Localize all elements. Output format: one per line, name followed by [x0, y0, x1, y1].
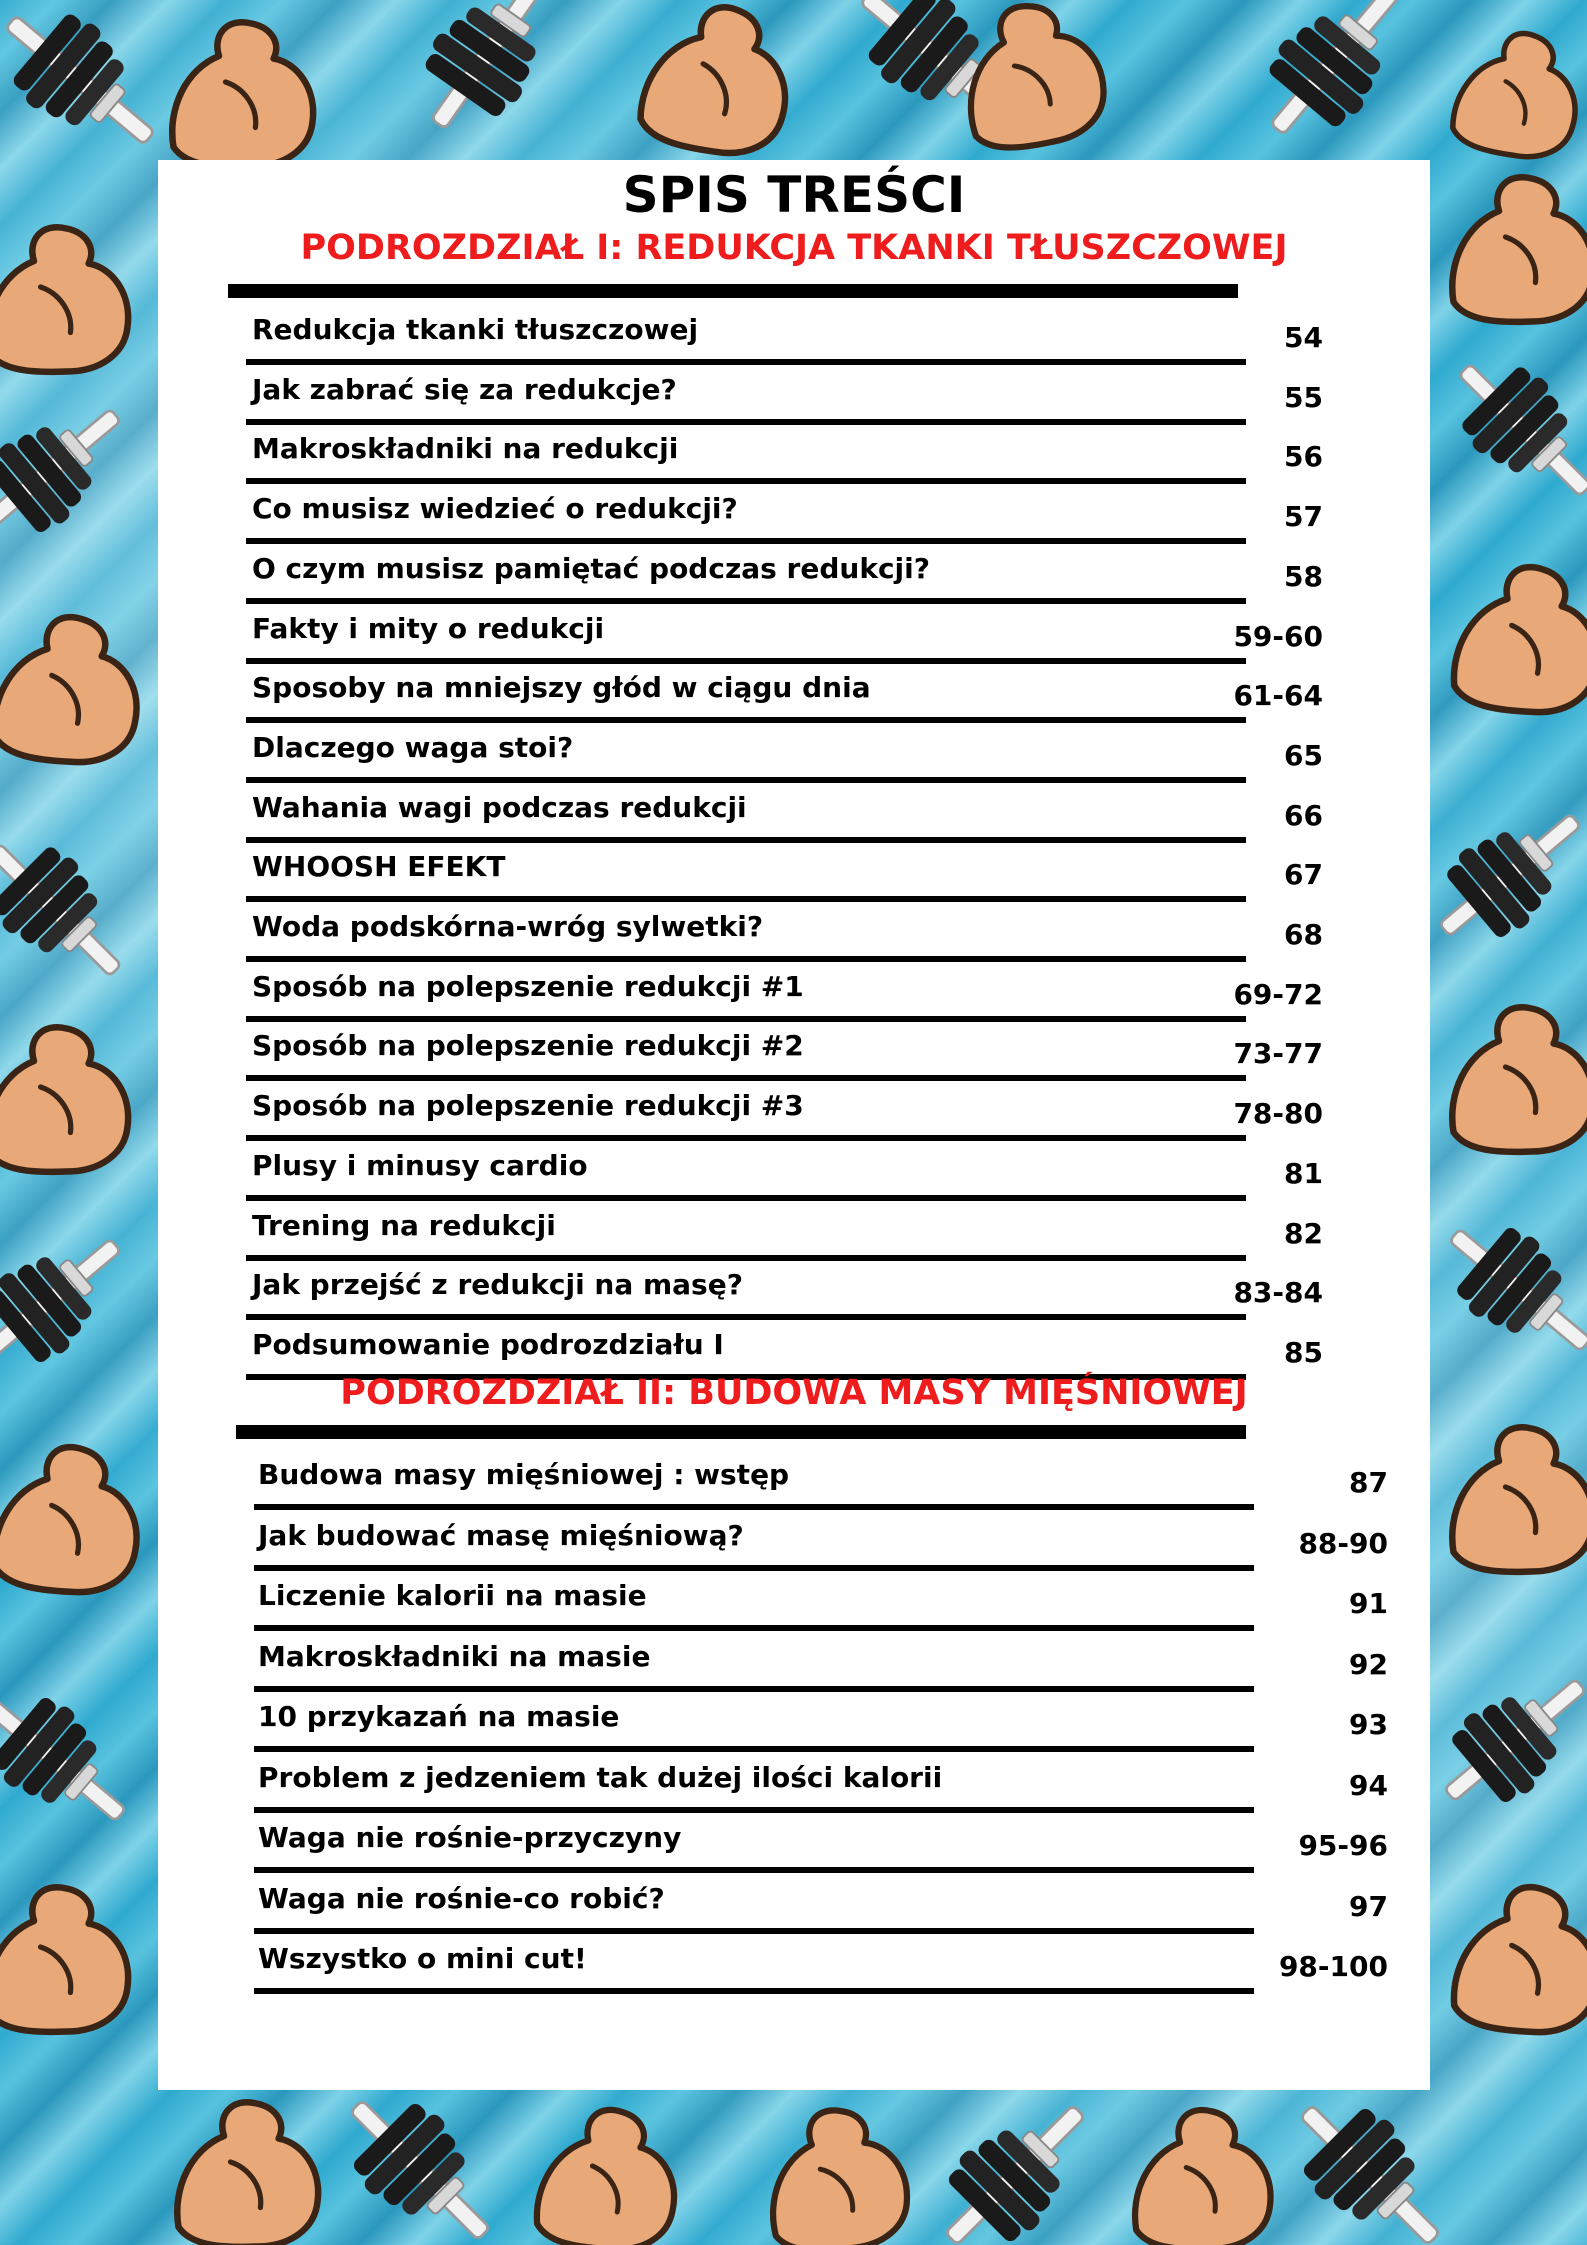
toc-entry[interactable]: [158, 910, 1430, 966]
toc-entry[interactable]: [158, 373, 1430, 429]
table-of-contents-panel: [158, 160, 1430, 2090]
toc-entry-title: Jak przejść z redukcji na masę?: [252, 1268, 743, 1302]
toc-entry-underline: [246, 1195, 1246, 1201]
flexed-biceps-icon: [1452, 1007, 1587, 1152]
toc-entry[interactable]: [158, 1519, 1430, 1575]
toc-entry-title: Jak budować masę mięśniową?: [258, 1518, 744, 1552]
flexed-biceps-icon: [1452, 177, 1587, 322]
toc-entry-page-number: 56: [1284, 440, 1323, 474]
dumbbell-icon: [1413, 783, 1587, 967]
toc-entry-title: Wahania wagi podczas redukcji: [252, 790, 747, 824]
toc-entry-underline: [254, 1746, 1254, 1752]
flexed-biceps-icon: [1452, 1427, 1587, 1572]
dumbbell-icon: [0, 815, 150, 1005]
toc-entry[interactable]: [158, 492, 1430, 548]
toc-entry-title: Co musisz wiedzieć o redukcji?: [252, 492, 738, 526]
toc-entry[interactable]: [158, 791, 1430, 847]
toc-entry-page-number: 87: [1349, 1466, 1388, 1499]
flexed-biceps-icon: [0, 1887, 128, 2032]
toc-entry[interactable]: [158, 731, 1430, 787]
toc-entry-page-number: 93: [1349, 1708, 1388, 1741]
flexed-biceps-icon: [636, 0, 800, 163]
toc-entry-underline: [246, 717, 1246, 723]
toc-entry-underline: [254, 1565, 1254, 1571]
dumbbell-icon: [1418, 1648, 1587, 1832]
flexed-biceps-icon: [534, 2104, 681, 2245]
section-heading: PODROZDZIAŁ I: REDUKCJA TKANKI TŁUSZCZOWEJ: [300, 228, 1288, 268]
dumbbell-icon: [1430, 335, 1587, 525]
toc-entry[interactable]: [158, 1089, 1430, 1145]
toc-entry[interactable]: [158, 1942, 1430, 1998]
toc-entry-title: Podsumowanie podrozdziału I: [252, 1327, 724, 1361]
toc-entry-underline: [246, 359, 1246, 365]
dumbbell-icon: [1238, 0, 1433, 162]
toc-entry-title: Wszystko o mini cut!: [258, 1942, 587, 1975]
toc-entry[interactable]: [158, 1458, 1430, 1514]
flexed-biceps-icon: [0, 1441, 144, 1597]
toc-entry-underline: [254, 1867, 1254, 1873]
toc-entry-page-number: 65: [1284, 738, 1323, 772]
toc-entry[interactable]: [158, 612, 1430, 668]
toc-entry-underline: [254, 1625, 1254, 1631]
flexed-biceps-icon: [1451, 561, 1587, 717]
toc-entry-underline: [246, 1314, 1246, 1320]
flexed-biceps-icon: [0, 1027, 128, 1172]
toc-entry-underline: [254, 1928, 1254, 1934]
toc-entry[interactable]: [158, 850, 1430, 906]
toc-entry-page-number: 94: [1349, 1768, 1388, 1802]
toc-entry-underline: [246, 1135, 1246, 1141]
toc-entry-underline: [246, 837, 1246, 843]
toc-entry-title: 10 przykazań na masie: [258, 1700, 620, 1733]
toc-entry-title: Fakty i mity o redukcji: [252, 611, 605, 645]
toc-entry-underline: [246, 478, 1246, 484]
toc-entry-page-number: 67: [1284, 858, 1323, 892]
dumbbell-icon: [0, 1208, 147, 1392]
dumbbell-icon: [915, 2075, 1115, 2245]
section-divider: [236, 1425, 1246, 1439]
toc-entry-underline: [246, 1016, 1246, 1022]
dumbbell-icon: [0, 1668, 152, 1852]
toc-entry-underline: [246, 1255, 1246, 1261]
toc-entry-title: Redukcja tkanki tłuszczowej: [252, 313, 699, 346]
toc-entry-title: Dlaczego waga stoi?: [252, 730, 574, 764]
toc-entry-page-number: 97: [1349, 1889, 1388, 1923]
toc-entry-underline: [254, 1807, 1254, 1813]
toc-entry-underline: [254, 1988, 1254, 1994]
flexed-biceps-icon: [764, 2105, 911, 2245]
flexed-biceps-icon: [0, 227, 128, 372]
toc-entry-title: Waga nie rośnie-co robić?: [258, 1881, 665, 1915]
toc-entry[interactable]: [158, 313, 1430, 369]
toc-entry-page-number: 68: [1284, 918, 1323, 951]
dumbbell-icon: [320, 2070, 520, 2245]
toc-entry[interactable]: [158, 1149, 1430, 1205]
flexed-biceps-icon: [1135, 2110, 1270, 2245]
toc-entry-title: Sposób na polepszenie redukcji #2: [252, 1029, 804, 1063]
toc-entry-title: Jak zabrać się za redukcje?: [252, 372, 677, 406]
toc-entry-page-number: 54: [1284, 321, 1323, 354]
toc-entry-title: Sposób na polepszenie redukcji #1: [252, 969, 804, 1003]
toc-entry-page-number: 58: [1284, 559, 1323, 593]
page-title: SPIS TREŚCI: [622, 166, 966, 224]
toc-entry-page-number: 82: [1284, 1216, 1323, 1250]
toc-entry[interactable]: [158, 1579, 1430, 1635]
flexed-biceps-icon: [1449, 24, 1587, 165]
toc-entry-underline: [254, 1504, 1254, 1510]
toc-entry-underline: [246, 538, 1246, 544]
toc-entry-page-number: 85: [1284, 1335, 1323, 1369]
toc-entry-title: Liczenie kalorii na masie: [258, 1579, 647, 1612]
toc-entry-page-number: 88-90: [1298, 1526, 1388, 1560]
dumbbell-icon: [0, 0, 182, 177]
toc-entry[interactable]: [158, 1882, 1430, 1938]
toc-entry[interactable]: [158, 552, 1430, 608]
flexed-biceps-icon: [0, 611, 144, 767]
toc-entry-page-number: 81: [1284, 1156, 1323, 1190]
toc-entry-page-number: 55: [1284, 380, 1323, 414]
toc-entry-page-number: 73-77: [1233, 1037, 1323, 1071]
toc-entry[interactable]: [158, 1700, 1430, 1756]
toc-entry-page-number: 98-100: [1278, 1950, 1388, 1983]
section-divider: [228, 284, 1238, 298]
toc-entry-page-number: 57: [1284, 500, 1323, 534]
toc-entry-page-number: 78-80: [1233, 1097, 1323, 1131]
toc-entry-underline: [246, 598, 1246, 604]
toc-entry[interactable]: [158, 970, 1430, 1026]
toc-entry-page-number: 83-84: [1233, 1276, 1323, 1310]
toc-entry-underline: [254, 1686, 1254, 1692]
toc-entry[interactable]: [158, 1821, 1430, 1877]
toc-entry-title: Problem z jedzeniem tak dużej ilości kalorii: [258, 1760, 943, 1794]
toc-entry-title: Woda podskórna-wróg sylwetki?: [252, 910, 764, 943]
flexed-biceps-icon: [172, 22, 313, 167]
toc-entry-page-number: 69-72: [1233, 977, 1323, 1011]
toc-entry-title: Makroskładniki na masie: [258, 1639, 651, 1673]
toc-entry-title: Sposób na polepszenie redukcji #3: [252, 1089, 804, 1123]
toc-entry-underline: [246, 658, 1246, 664]
toc-entry-title: Makroskładniki na redukcji: [252, 432, 679, 466]
toc-entry[interactable]: [158, 1761, 1430, 1817]
section-heading: PODROZDZIAŁ II: BUDOWA MASY MIĘŚNIOWEJ: [340, 1373, 1248, 1413]
toc-entry[interactable]: [158, 671, 1430, 727]
toc-entry-page-number: 59-60: [1233, 619, 1323, 653]
dumbbell-icon: [0, 378, 147, 562]
toc-entry-page-number: 66: [1284, 798, 1323, 832]
toc-entry[interactable]: [158, 1268, 1430, 1324]
toc-entry-title: WHOOSH EFEKT: [252, 850, 506, 884]
toc-entry-page-number: 61-64: [1233, 679, 1323, 713]
dumbbell-icon: [1423, 1198, 1587, 1382]
toc-entry-page-number: 92: [1349, 1647, 1388, 1681]
toc-entry-page-number: 91: [1349, 1587, 1388, 1620]
dumbbell-icon: [396, 0, 584, 153]
toc-entry-title: Sposoby na mniejszy głód w ciągu dnia: [252, 671, 871, 705]
toc-entry-underline: [246, 896, 1246, 902]
toc-entry-title: O czym musisz pamiętać podczas redukcji?: [252, 551, 930, 585]
toc-entry[interactable]: [158, 1640, 1430, 1696]
flexed-biceps-icon: [177, 2102, 318, 2245]
toc-entry-title: Plusy i minusy cardio: [252, 1148, 588, 1182]
toc-entry-underline: [246, 1075, 1246, 1081]
toc-entry-title: Trening na redukcji: [252, 1208, 556, 1242]
toc-entry[interactable]: [158, 1209, 1430, 1265]
dumbbell-icon: [1270, 2075, 1470, 2245]
toc-entry[interactable]: [158, 432, 1430, 488]
toc-entry-page-number: 95-96: [1298, 1829, 1388, 1862]
toc-entry-underline: [246, 777, 1246, 783]
toc-entry[interactable]: [158, 1029, 1430, 1085]
toc-entry-underline: [246, 419, 1246, 425]
toc-entry-underline: [246, 956, 1246, 962]
toc-entry-title: Budowa masy mięśniowej : wstęp: [258, 1458, 790, 1491]
flexed-biceps-icon: [1451, 1881, 1587, 2037]
toc-entry-title: Waga nie rośnie-przyczyny: [258, 1821, 682, 1854]
flexed-biceps-icon: [954, 0, 1112, 155]
